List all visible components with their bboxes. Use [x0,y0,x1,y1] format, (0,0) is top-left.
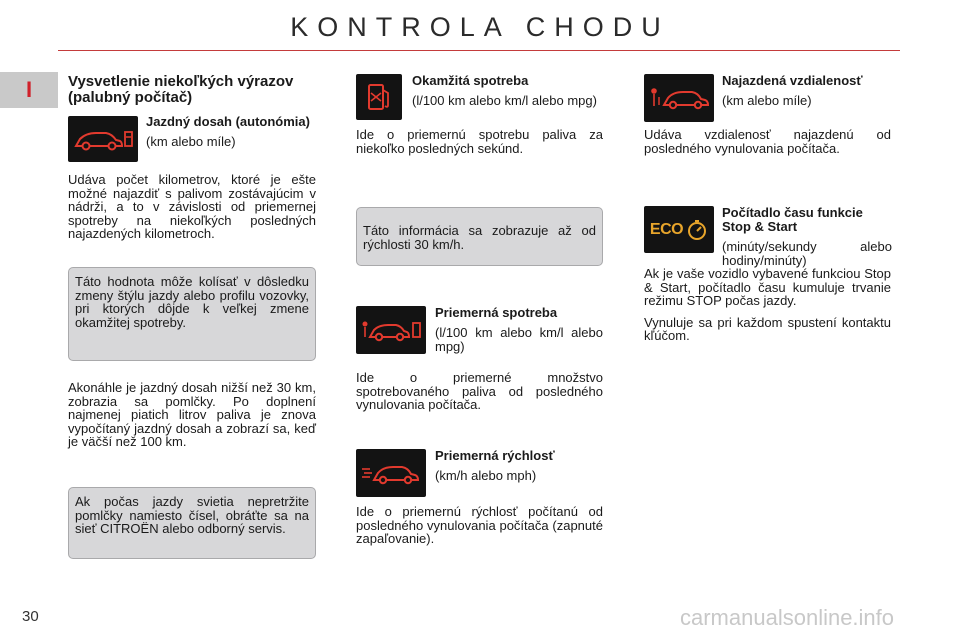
range-description [68,173,316,241]
page-number: 30 [22,608,39,625]
avg-speed-description [356,505,603,546]
stop-header [722,206,892,267]
note-dashes-text: Ak počas jazdy svietia nepretržite pomlčky namiesto čísel, obráťte sa na sieť CITROËN alebo odborný servis. [75,494,309,536]
instant-description [356,128,603,155]
distance-unit: (km alebo míle) [722,93,812,108]
stop-text-2: Vynuluje sa pri každom spustení kontaktu kľúčom. [644,314,891,343]
range-text: Udáva počet kilometrov, ktoré je ešte možné najazdiť s palivom zostávajúcim v nádrži, a to v závislosti od priemernej spotreby na niekoľkých posledných najazdených kilometroch. [68,172,316,241]
distance-title: Najazdená vzdialenosť [722,73,863,88]
instant-text: Ide o priemernú spotrebu paliva za niekoľko posledných sekúnd. [356,127,603,156]
distance-description [644,128,891,155]
page-title: KONTROLA CHODU [290,12,670,42]
watermark: carmanualsonline.info [680,605,895,630]
eco-stopwatch-icon [644,206,714,253]
range-text-2: Akonáhle je jazdný dosah nižší než 30 km, zobrazia sa pomlčky. Po doplnení najmenej piatich litrov paliva je znova vypočítaný jazdný dosah a zobrazí sa, keď je väčší než 100 km. [68,380,316,449]
avg-cons-title: Priemerná spotreba [435,305,558,320]
note-dashes [68,487,316,559]
stop-unit: (minúty/sekundy alebo hodiny/minúty) [722,239,892,268]
note-range-variation-text: Táto hodnota môže kolísať v dôsledku zmeny štýlu jazdy alebo profilu vozovky, pri ktorých dôjde k veľkej zmene okamžitej spotreby. [75,274,309,330]
chapter-tab: I [0,72,58,108]
car-distance-icon [644,74,714,122]
note-speed-threshold [356,207,603,266]
car-range-icon [68,116,138,162]
avg-cons-unit: (l/100 km alebo km/l alebo mpg) [435,325,603,354]
instant-header [412,74,602,108]
avg-cons-header [435,306,603,353]
left-column [68,74,316,106]
note-speed-threshold-text: Táto informácia sa zobrazuje až od rýchlosti 30 km/h. [363,223,596,252]
avg-speed-header [435,449,603,483]
avg-cons-description [356,371,603,412]
eco-label: ECO [649,220,684,238]
range-header [146,115,316,149]
instant-unit: (l/100 km alebo km/l alebo mpg) [412,93,597,108]
stop-text: Ak je vaše vozidlo vybavené funkciou Stop & Start, počítadlo času kumuluje trvanie režimu STOP počas jazdy. [644,266,891,308]
title-rule [58,50,900,51]
section-heading: Vysvetlenie niekoľkých výrazov (palubný počítač) [68,73,294,106]
note-range-variation [68,267,316,361]
distance-text: Udáva vzdialenosť najazdenú od posledného vynulovania počítača. [644,127,891,156]
instant-title: Okamžitá spotreba [412,73,529,88]
range-description-2 [68,381,316,449]
car-speed-icon [356,449,426,497]
range-unit: (km alebo míle) [146,134,236,149]
stop-description [644,267,891,343]
avg-speed-unit: (km/h alebo mph) [435,468,537,483]
avg-speed-text: Ide o priemernú rýchlosť počítanú od posledného vynulovania počítača (zapnuté zapaľovanie). [356,504,603,546]
stop-title: Počítadlo času funkcie Stop & Start [722,205,863,234]
distance-header [722,74,892,108]
avg-cons-text: Ide o priemerné množstvo spotrebovaného paliva od posledného vynulovania počítača. [356,370,603,412]
fuel-pump-icon [356,74,402,120]
avg-speed-title: Priemerná rýchlosť [435,448,555,463]
car-consumption-icon [356,306,426,354]
range-title: Jazdný dosah (autonómia) [146,114,310,129]
